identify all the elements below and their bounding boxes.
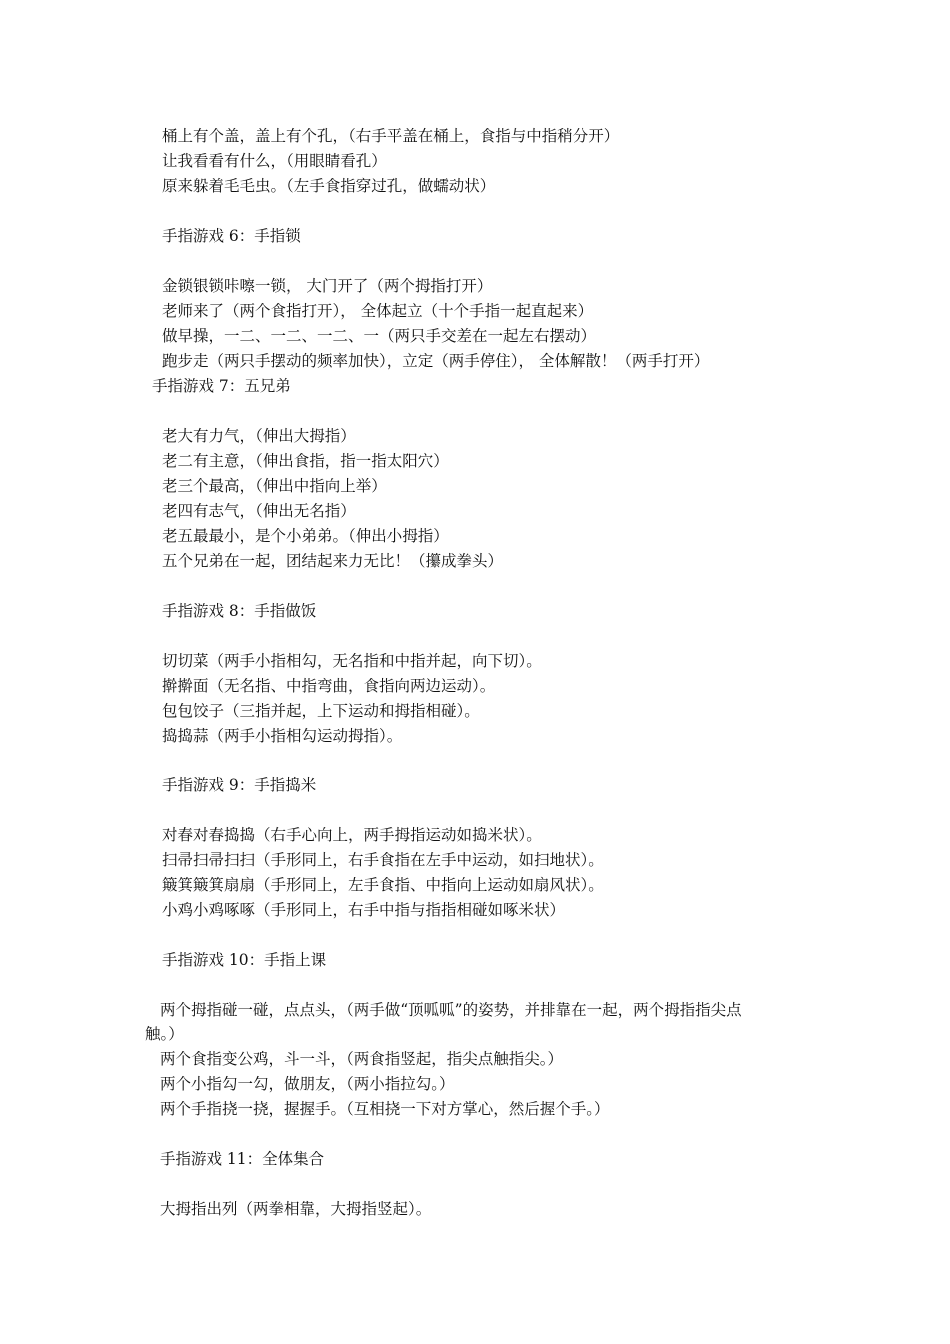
text-line: 包包饺子（三指并起，上下运动和拇指相碰）。 [162, 702, 480, 720]
text-line: 老三个最高，（伸出中指向上举） [162, 477, 387, 495]
text-line: 跑步走（两只手摆动的频率加快），立定（两手停住）， 全体解散！（两手打开） [162, 352, 710, 370]
text-line: 切切菜（两手小指相勾，无名指和中指并起，向下切）。 [162, 652, 542, 670]
section-heading: 手指游戏 10：手指上课 [162, 951, 327, 969]
text-line: 触。） [145, 1025, 184, 1043]
text-line: 簸箕簸箕扇扇（手形同上，左手食指、中指向上运动如扇风状）。 [162, 876, 604, 894]
text-line: 大拇指出列（两拳相靠，大拇指竖起）。 [160, 1200, 432, 1218]
text-line: 小鸡小鸡啄啄（手形同上，右手中指与指指相碰如啄米状） [162, 901, 566, 919]
section-heading: 手指游戏 6：手指锁 [162, 227, 301, 245]
text-line: 老四有志气，（伸出无名指） [162, 502, 356, 520]
text-line: 让我看看有什么，（用眼睛看孔） [162, 152, 387, 170]
text-line: 做早操，一二、一二、一二、一（两只手交差在一起左右摆动） [162, 327, 597, 345]
text-line: 老师来了（两个食指打开）， 全体起立（十个手指一起直起来） [162, 302, 594, 320]
text-line: 老大有力气，（伸出大拇指） [162, 427, 356, 445]
text-line: 擀擀面（无名指、中指弯曲，食指向两边运动）。 [162, 677, 496, 695]
text-line: 原来躲着毛毛虫。（左手食指穿过孔，做蠕动状） [162, 177, 496, 195]
section-heading: 手指游戏 9：手指捣米 [162, 776, 317, 794]
text-line: 桶上有个盖，盖上有个孔，（右手平盖在桶上，食指与中指稍分开） [162, 127, 620, 145]
text-line: 两个拇指碰一碰，点点头，（两手做“顶呱呱”的姿势，并排靠在一起，两个拇指指尖点 [160, 1001, 742, 1019]
text-line: 金锁银锁咔嚓一锁， 大门开了（两个拇指打开） [162, 277, 493, 295]
text-line: 两个手指挠一挠，握握手。（互相挠一下对方掌心，然后握个手。） [160, 1100, 610, 1118]
text-line: 两个小指勾一勾，做朋友，（两小指拉勾。） [160, 1075, 455, 1093]
text-line: 捣捣蒜（两手小指相勾运动拇指）。 [162, 727, 403, 745]
text-line: 两个食指变公鸡，斗一斗，（两食指竖起，指尖点触指尖。） [160, 1050, 564, 1068]
text-line: 扫帚扫帚扫扫（手形同上，右手食指在左手中运动，如扫地状）。 [162, 851, 604, 869]
text-line: 对春对春捣捣（右手心向上，两手拇指运动如捣米状）。 [162, 826, 542, 844]
text-line: 五个兄弟在一起，团结起来力无比！（攥成拳头） [162, 552, 504, 570]
section-heading: 手指游戏 11：全体集合 [160, 1150, 325, 1168]
section-heading: 手指游戏 7：五兄弟 [152, 377, 291, 395]
text-line: 老五最最小，是个小弟弟。（伸出小拇指） [162, 527, 449, 545]
text-line: 老二有主意，（伸出食指，指一指太阳穴） [162, 452, 449, 470]
section-heading: 手指游戏 8：手指做饭 [162, 602, 317, 620]
